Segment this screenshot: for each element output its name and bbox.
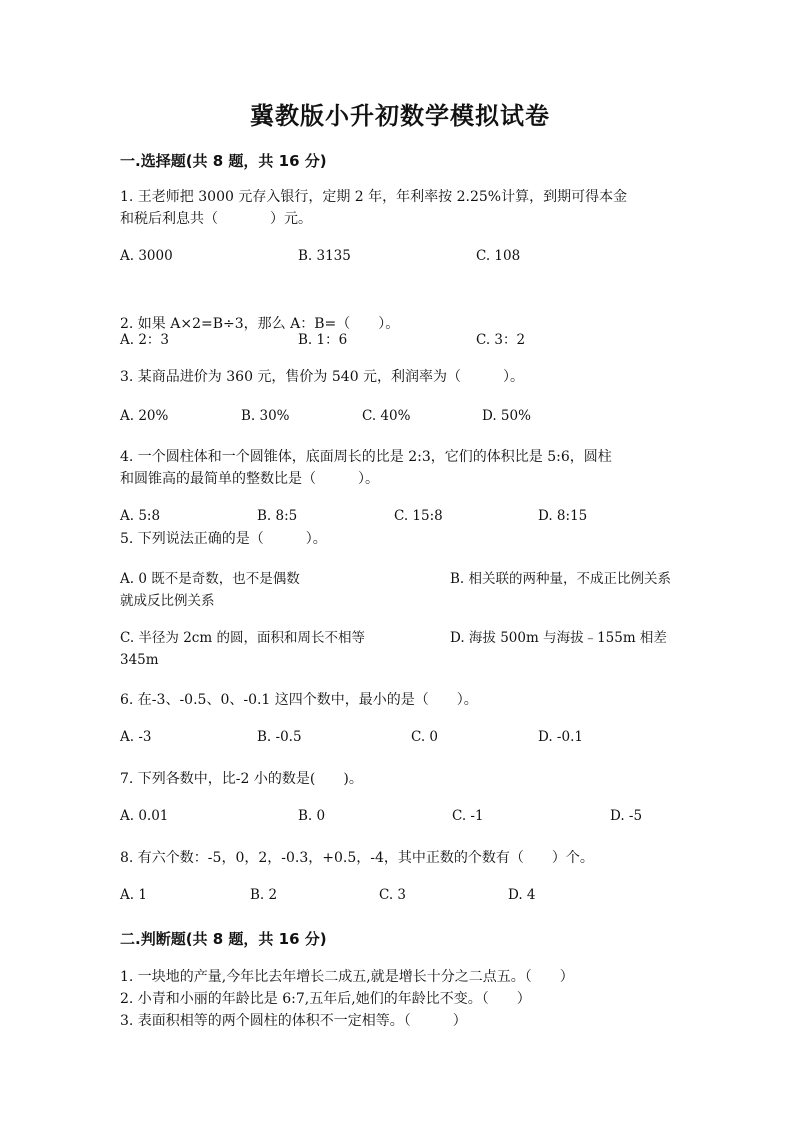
option-b: B. 2 [250, 887, 278, 903]
question-4-options [120, 508, 680, 530]
option-a: A. -3 [120, 729, 152, 745]
question-3: 3. 某商品进价为 360 元，售价为 540 元，利润率为（ ）。 [120, 369, 525, 385]
option-a: A. 2：3 [120, 332, 170, 348]
question-1-options [120, 248, 680, 270]
page-title: 冀教版小升初数学模拟试卷 [250, 102, 550, 130]
option-d: D. 8:15 [538, 508, 588, 524]
option-d: D. 4 [508, 887, 536, 903]
question-2-options [120, 328, 680, 350]
question-7: 7. 下列各数中，比-2 小的数是( )。 [120, 771, 363, 787]
option-b: B. 30% [241, 408, 290, 424]
option-c: C. 3：2 [476, 332, 526, 348]
option-c: C. 15:8 [394, 508, 443, 524]
option-b: B. 相关联的两种量，不成正比例关系就成反比例关系 [120, 571, 672, 609]
question-3-options [120, 408, 680, 430]
question-1-line1: 1. 王老师把 3000 元存入银行，定期 2 年，年利率按 2.25%计算，到期可得本金 [120, 189, 628, 205]
option-a: A. 3000 [120, 248, 173, 264]
option-b: B. -0.5 [257, 729, 302, 745]
option-d: D. -0.1 [538, 729, 583, 745]
option-c: C. 半径为 2cm 的圆，面积和周长不相等 [120, 630, 365, 646]
question-7-options [120, 808, 680, 830]
option-d: D. 海拔 500m 与海拔﹣155m 相差 345m [120, 630, 667, 668]
question-1-line2-end: ）元。 [270, 211, 312, 227]
question-8-options [120, 887, 680, 909]
question-4-line2: 和圆锥高的最简单的整数比是（ ）。 [120, 471, 379, 487]
option-c: C. 108 [476, 248, 521, 264]
question-1-line2 [120, 208, 680, 230]
question-6-options [120, 729, 680, 751]
option-b: B. 8:5 [257, 508, 298, 524]
question-4-line1: 4. 一个圆柱体和一个圆锥体，底面周长的比是 2:3，它们的体积比是 5:6，圆柱 [120, 449, 612, 465]
judge-item-2: 2. 小青和小丽的年龄比是 6:7,五年后,她们的年龄比不变。（ ） [120, 991, 531, 1007]
option-b: B. 3135 [298, 248, 351, 264]
section-heading-choice: 一.选择题(共 8 题，共 16 分) [120, 152, 327, 170]
option-a: A. 0 既不是奇数，也不是偶数 [120, 571, 300, 587]
option-a: A. 20% [120, 408, 169, 424]
question-4 [120, 446, 680, 490]
option-d: D. 50% [482, 408, 531, 424]
option-b: B. 1：6 [298, 332, 348, 348]
option-a: A. 5:8 [120, 508, 161, 524]
question-6: 6. 在-3、-0.5、0、-0.1 这四个数中，最小的是（ ）。 [120, 692, 478, 708]
question-1-line2-start: 和税后利息共（ [120, 211, 218, 227]
option-a: A. 1 [120, 887, 147, 903]
option-c: C. 3 [379, 887, 407, 903]
option-a: A. 0.01 [120, 808, 169, 824]
option-b: B. 0 [298, 808, 326, 824]
option-c: C. 40% [362, 408, 411, 424]
question-8: 8. 有六个数：-5，0，2，-0.3，+0.5，-4，其中正数的个数有（ ）个。 [120, 850, 594, 866]
option-c: C. -1 [452, 808, 484, 824]
question-5-options-row2 [120, 627, 680, 671]
option-d: D. -5 [610, 808, 643, 824]
judge-item-3: 3. 表面积相等的两个圆柱的体积不一定相等。（ ） [120, 1013, 467, 1029]
question-5-option-b-wrap [120, 568, 680, 612]
question-1 [120, 186, 680, 230]
question-5: 5. 下列说法正确的是（ ）。 [120, 531, 327, 547]
option-c: C. 0 [411, 729, 439, 745]
section-heading-judge: 二.判断题(共 8 题，共 16 分) [120, 930, 327, 948]
judge-list [120, 966, 680, 1032]
judge-item-1: 1. 一块地的产量,今年比去年增长二成五,就是增长十分之二点五。（ ） [120, 969, 574, 985]
question-2: 2. 如果 A×2=B÷3，那么 A：B=（ ）。 [120, 316, 400, 332]
